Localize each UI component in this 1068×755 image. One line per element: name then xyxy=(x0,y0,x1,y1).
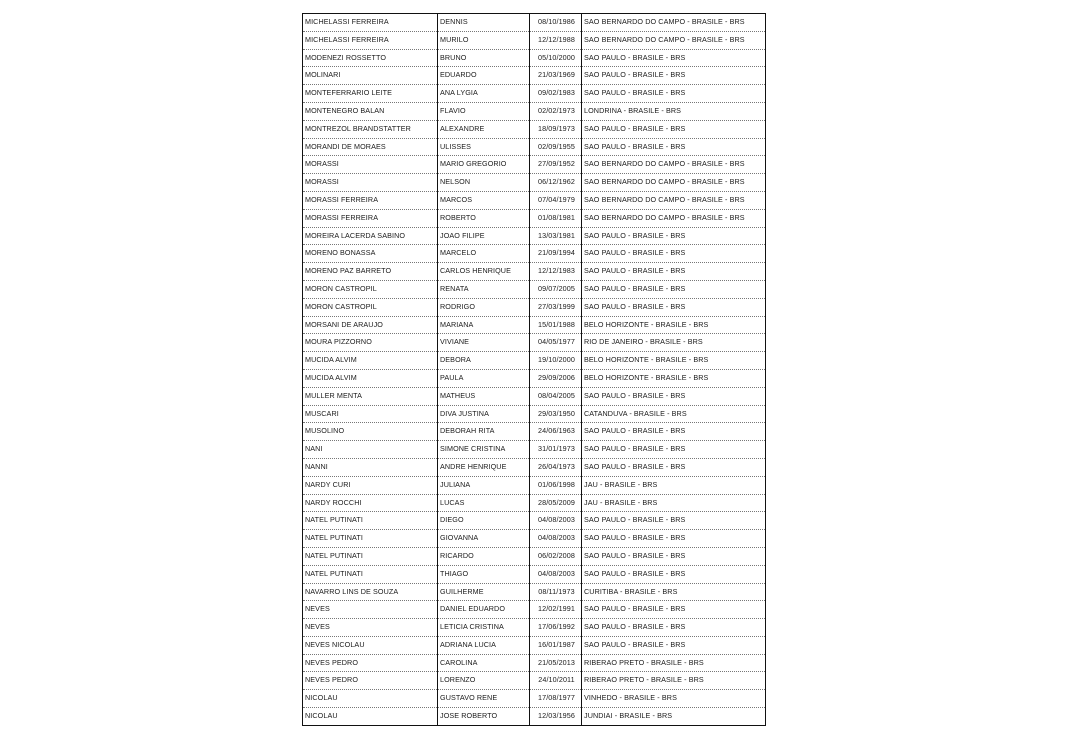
birth-place-cell: SAO PAULO - BRASILE - BRS xyxy=(582,601,766,619)
surname-cell: NARDY ROCCHI xyxy=(303,494,438,512)
table-row xyxy=(303,369,766,387)
birth-date-cell: 05/10/2000 xyxy=(530,49,582,67)
surname-cell: MUCIDA ALVIM xyxy=(303,369,438,387)
table-row xyxy=(303,191,766,209)
surname-cell: NICOLAU xyxy=(303,690,438,708)
birth-place-cell: SAO BERNARDO DO CAMPO - BRASILE - BRS xyxy=(582,14,766,32)
birth-place-cell: SAO PAULO - BRASILE - BRS xyxy=(582,120,766,138)
given-name-cell: MARIANA xyxy=(438,316,530,334)
birth-place-cell: SAO PAULO - BRASILE - BRS xyxy=(582,547,766,565)
birth-date-cell: 28/05/2009 xyxy=(530,494,582,512)
surname-cell: NATEL PUTINATI xyxy=(303,547,438,565)
birth-date-cell: 15/01/1988 xyxy=(530,316,582,334)
given-name-cell: RICARDO xyxy=(438,547,530,565)
table-row xyxy=(303,102,766,120)
birth-date-cell: 04/05/1977 xyxy=(530,334,582,352)
birth-date-cell: 01/08/1981 xyxy=(530,209,582,227)
surname-cell: MORASSI xyxy=(303,174,438,192)
birth-date-cell: 08/11/1973 xyxy=(530,583,582,601)
registry-table-body xyxy=(303,14,766,726)
given-name-cell: JOAO FILIPE xyxy=(438,227,530,245)
given-name-cell: CAROLINA xyxy=(438,654,530,672)
birth-place-cell: SAO BERNARDO DO CAMPO - BRASILE - BRS xyxy=(582,174,766,192)
surname-cell: MULLER MENTA xyxy=(303,387,438,405)
table-row xyxy=(303,636,766,654)
birth-date-cell: 04/08/2003 xyxy=(530,512,582,530)
birth-date-cell: 17/06/1992 xyxy=(530,619,582,637)
given-name-cell: DANIEL EDUARDO xyxy=(438,601,530,619)
birth-date-cell: 13/03/1981 xyxy=(530,227,582,245)
surname-cell: NANI xyxy=(303,441,438,459)
birth-date-cell: 09/02/1983 xyxy=(530,85,582,103)
surname-cell: MORON CASTROPIL xyxy=(303,280,438,298)
given-name-cell: DENNIS xyxy=(438,14,530,32)
birth-date-cell: 04/08/2003 xyxy=(530,530,582,548)
given-name-cell: PAULA xyxy=(438,369,530,387)
birth-date-cell: 21/05/2013 xyxy=(530,654,582,672)
table-row xyxy=(303,138,766,156)
birth-place-cell: SAO PAULO - BRASILE - BRS xyxy=(582,619,766,637)
given-name-cell: FLAVIO xyxy=(438,102,530,120)
birth-date-cell: 06/02/2008 xyxy=(530,547,582,565)
birth-place-cell: SAO PAULO - BRASILE - BRS xyxy=(582,280,766,298)
table-row xyxy=(303,227,766,245)
birth-place-cell: SAO PAULO - BRASILE - BRS xyxy=(582,387,766,405)
birth-place-cell: RIO DE JANEIRO - BRASILE - BRS xyxy=(582,334,766,352)
birth-date-cell: 26/04/1973 xyxy=(530,458,582,476)
birth-date-cell: 07/04/1979 xyxy=(530,191,582,209)
birth-place-cell: SAO PAULO - BRASILE - BRS xyxy=(582,512,766,530)
birth-place-cell: VINHEDO - BRASILE - BRS xyxy=(582,690,766,708)
given-name-cell: MARIO GREGORIO xyxy=(438,156,530,174)
given-name-cell: MARCELO xyxy=(438,245,530,263)
birth-place-cell: SAO PAULO - BRASILE - BRS xyxy=(582,636,766,654)
given-name-cell: GUILHERME xyxy=(438,583,530,601)
birth-place-cell: CURITIBA - BRASILE - BRS xyxy=(582,583,766,601)
table-row xyxy=(303,708,766,726)
table-row xyxy=(303,280,766,298)
given-name-cell: MATHEUS xyxy=(438,387,530,405)
given-name-cell: LETICIA CRISTINA xyxy=(438,619,530,637)
birth-date-cell: 29/09/2006 xyxy=(530,369,582,387)
surname-cell: MUSCARI xyxy=(303,405,438,423)
birth-place-cell: SAO PAULO - BRASILE - BRS xyxy=(582,441,766,459)
birth-place-cell: SAO PAULO - BRASILE - BRS xyxy=(582,565,766,583)
table-row xyxy=(303,174,766,192)
surname-cell: NATEL PUTINATI xyxy=(303,565,438,583)
given-name-cell: ROBERTO xyxy=(438,209,530,227)
table-row xyxy=(303,316,766,334)
surname-cell: NEVES xyxy=(303,601,438,619)
table-row xyxy=(303,583,766,601)
surname-cell: MORASSI FERREIRA xyxy=(303,209,438,227)
given-name-cell: CARLOS HENRIQUE xyxy=(438,263,530,281)
birth-place-cell: BELO HORIZONTE - BRASILE - BRS xyxy=(582,316,766,334)
table-row xyxy=(303,690,766,708)
given-name-cell: ADRIANA LUCIA xyxy=(438,636,530,654)
birth-date-cell: 04/08/2003 xyxy=(530,565,582,583)
surname-cell: MONTREZOL BRANDSTATTER xyxy=(303,120,438,138)
surname-cell: MUSOLINO xyxy=(303,423,438,441)
given-name-cell: JOSE ROBERTO xyxy=(438,708,530,726)
surname-cell: MORANDI DE MORAES xyxy=(303,138,438,156)
birth-date-cell: 21/09/1994 xyxy=(530,245,582,263)
table-row xyxy=(303,156,766,174)
table-row xyxy=(303,14,766,32)
given-name-cell: ALEXANDRE xyxy=(438,120,530,138)
birth-place-cell: JAU - BRASILE - BRS xyxy=(582,494,766,512)
given-name-cell: RODRIGO xyxy=(438,298,530,316)
surname-cell: MODENEZI ROSSETTO xyxy=(303,49,438,67)
surname-cell: MICHELASSI FERREIRA xyxy=(303,31,438,49)
given-name-cell: ANDRE HENRIQUE xyxy=(438,458,530,476)
birth-place-cell: SAO BERNARDO DO CAMPO - BRASILE - BRS xyxy=(582,156,766,174)
surname-cell: MORON CASTROPIL xyxy=(303,298,438,316)
birth-place-cell: BELO HORIZONTE - BRASILE - BRS xyxy=(582,352,766,370)
given-name-cell: LUCAS xyxy=(438,494,530,512)
given-name-cell: DEBORAH RITA xyxy=(438,423,530,441)
table-row xyxy=(303,494,766,512)
birth-place-cell: SAO PAULO - BRASILE - BRS xyxy=(582,458,766,476)
table-row xyxy=(303,120,766,138)
table-row xyxy=(303,31,766,49)
table-row xyxy=(303,209,766,227)
birth-place-cell: SAO PAULO - BRASILE - BRS xyxy=(582,530,766,548)
table-row xyxy=(303,601,766,619)
birth-place-cell: SAO PAULO - BRASILE - BRS xyxy=(582,138,766,156)
birth-place-cell: SAO PAULO - BRASILE - BRS xyxy=(582,263,766,281)
birth-place-cell: SAO PAULO - BRASILE - BRS xyxy=(582,49,766,67)
birth-place-cell: SAO BERNARDO DO CAMPO - BRASILE - BRS xyxy=(582,209,766,227)
surname-cell: MORASSI xyxy=(303,156,438,174)
birth-date-cell: 31/01/1973 xyxy=(530,441,582,459)
surname-cell: MONTEFERRARIO LEITE xyxy=(303,85,438,103)
birth-date-cell: 24/06/1963 xyxy=(530,423,582,441)
table-row xyxy=(303,334,766,352)
birth-date-cell: 12/03/1956 xyxy=(530,708,582,726)
table-row xyxy=(303,263,766,281)
birth-place-cell: RIBERAO PRETO - BRASILE - BRS xyxy=(582,654,766,672)
surname-cell: MORENO BONASSA xyxy=(303,245,438,263)
surname-cell: MORENO PAZ BARRETO xyxy=(303,263,438,281)
birth-place-cell: SAO PAULO - BRASILE - BRS xyxy=(582,67,766,85)
birth-date-cell: 24/10/2011 xyxy=(530,672,582,690)
surname-cell: MORSANI DE ARAUJO xyxy=(303,316,438,334)
surname-cell: NEVES PEDRO xyxy=(303,654,438,672)
birth-place-cell: JAU - BRASILE - BRS xyxy=(582,476,766,494)
table-row xyxy=(303,67,766,85)
birth-date-cell: 06/12/1962 xyxy=(530,174,582,192)
birth-date-cell: 16/01/1987 xyxy=(530,636,582,654)
surname-cell: NARDY CURI xyxy=(303,476,438,494)
given-name-cell: ULISSES xyxy=(438,138,530,156)
surname-cell: MOURA PIZZORNO xyxy=(303,334,438,352)
birth-place-cell: SAO BERNARDO DO CAMPO - BRASILE - BRS xyxy=(582,191,766,209)
surname-cell: NEVES xyxy=(303,619,438,637)
surname-cell: MORASSI FERREIRA xyxy=(303,191,438,209)
birth-place-cell: SAO PAULO - BRASILE - BRS xyxy=(582,423,766,441)
given-name-cell: DEBORA xyxy=(438,352,530,370)
table-row xyxy=(303,619,766,637)
birth-date-cell: 09/07/2005 xyxy=(530,280,582,298)
given-name-cell: ANA LYGIA xyxy=(438,85,530,103)
given-name-cell: BRUNO xyxy=(438,49,530,67)
table-row xyxy=(303,49,766,67)
birth-place-cell: RIBERAO PRETO - BRASILE - BRS xyxy=(582,672,766,690)
birth-date-cell: 08/04/2005 xyxy=(530,387,582,405)
birth-place-cell: BELO HORIZONTE - BRASILE - BRS xyxy=(582,369,766,387)
surname-cell: NEVES PEDRO xyxy=(303,672,438,690)
table-row xyxy=(303,405,766,423)
table-row xyxy=(303,565,766,583)
surname-cell: MUCIDA ALVIM xyxy=(303,352,438,370)
table-row xyxy=(303,298,766,316)
birth-date-cell: 02/09/1955 xyxy=(530,138,582,156)
surname-cell: MOREIRA LACERDA SABINO xyxy=(303,227,438,245)
birth-date-cell: 02/02/1973 xyxy=(530,102,582,120)
table-row xyxy=(303,458,766,476)
given-name-cell: THIAGO xyxy=(438,565,530,583)
surname-cell: MOLINARI xyxy=(303,67,438,85)
table-row xyxy=(303,85,766,103)
surname-cell: NEVES NICOLAU xyxy=(303,636,438,654)
birth-date-cell: 17/08/1977 xyxy=(530,690,582,708)
surname-cell: MICHELASSI FERREIRA xyxy=(303,14,438,32)
given-name-cell: VIVIANE xyxy=(438,334,530,352)
given-name-cell: NELSON xyxy=(438,174,530,192)
birth-date-cell: 27/09/1952 xyxy=(530,156,582,174)
birth-date-cell: 12/12/1983 xyxy=(530,263,582,281)
given-name-cell: MURILO xyxy=(438,31,530,49)
given-name-cell: DIVA JUSTINA xyxy=(438,405,530,423)
table-row xyxy=(303,441,766,459)
birth-date-cell: 01/06/1998 xyxy=(530,476,582,494)
birth-date-cell: 18/09/1973 xyxy=(530,120,582,138)
table-row xyxy=(303,245,766,263)
birth-place-cell: SAO BERNARDO DO CAMPO - BRASILE - BRS xyxy=(582,31,766,49)
table-row xyxy=(303,512,766,530)
given-name-cell: MARCOS xyxy=(438,191,530,209)
table-row xyxy=(303,476,766,494)
birth-place-cell: SAO PAULO - BRASILE - BRS xyxy=(582,227,766,245)
given-name-cell: GIOVANNA xyxy=(438,530,530,548)
birth-date-cell: 08/10/1986 xyxy=(530,14,582,32)
birth-place-cell: SAO PAULO - BRASILE - BRS xyxy=(582,85,766,103)
birth-place-cell: SAO PAULO - BRASILE - BRS xyxy=(582,245,766,263)
table-row xyxy=(303,547,766,565)
surname-cell: NAVARRO LINS DE SOUZA xyxy=(303,583,438,601)
birth-place-cell: CATANDUVA - BRASILE - BRS xyxy=(582,405,766,423)
surname-cell: MONTENEGRO BALAN xyxy=(303,102,438,120)
table-row xyxy=(303,654,766,672)
given-name-cell: SIMONE CRISTINA xyxy=(438,441,530,459)
given-name-cell: DIEGO xyxy=(438,512,530,530)
surname-cell: NATEL PUTINATI xyxy=(303,512,438,530)
given-name-cell: GUSTAVO RENE xyxy=(438,690,530,708)
given-name-cell: LORENZO xyxy=(438,672,530,690)
birth-date-cell: 19/10/2000 xyxy=(530,352,582,370)
birth-place-cell: LONDRINA - BRASILE - BRS xyxy=(582,102,766,120)
birth-place-cell: JUNDIAI - BRASILE - BRS xyxy=(582,708,766,726)
given-name-cell: JULIANA xyxy=(438,476,530,494)
surname-cell: NICOLAU xyxy=(303,708,438,726)
table-row xyxy=(303,423,766,441)
given-name-cell: EDUARDO xyxy=(438,67,530,85)
registry-table xyxy=(302,13,766,726)
birth-place-cell: SAO PAULO - BRASILE - BRS xyxy=(582,298,766,316)
birth-date-cell: 12/02/1991 xyxy=(530,601,582,619)
surname-cell: NATEL PUTINATI xyxy=(303,530,438,548)
registry-sheet xyxy=(302,13,765,726)
table-row xyxy=(303,352,766,370)
birth-date-cell: 27/03/1999 xyxy=(530,298,582,316)
birth-date-cell: 29/03/1950 xyxy=(530,405,582,423)
table-row xyxy=(303,387,766,405)
birth-date-cell: 12/12/1988 xyxy=(530,31,582,49)
given-name-cell: RENATA xyxy=(438,280,530,298)
table-row xyxy=(303,530,766,548)
surname-cell: NANNI xyxy=(303,458,438,476)
birth-date-cell: 21/03/1969 xyxy=(530,67,582,85)
table-row xyxy=(303,672,766,690)
